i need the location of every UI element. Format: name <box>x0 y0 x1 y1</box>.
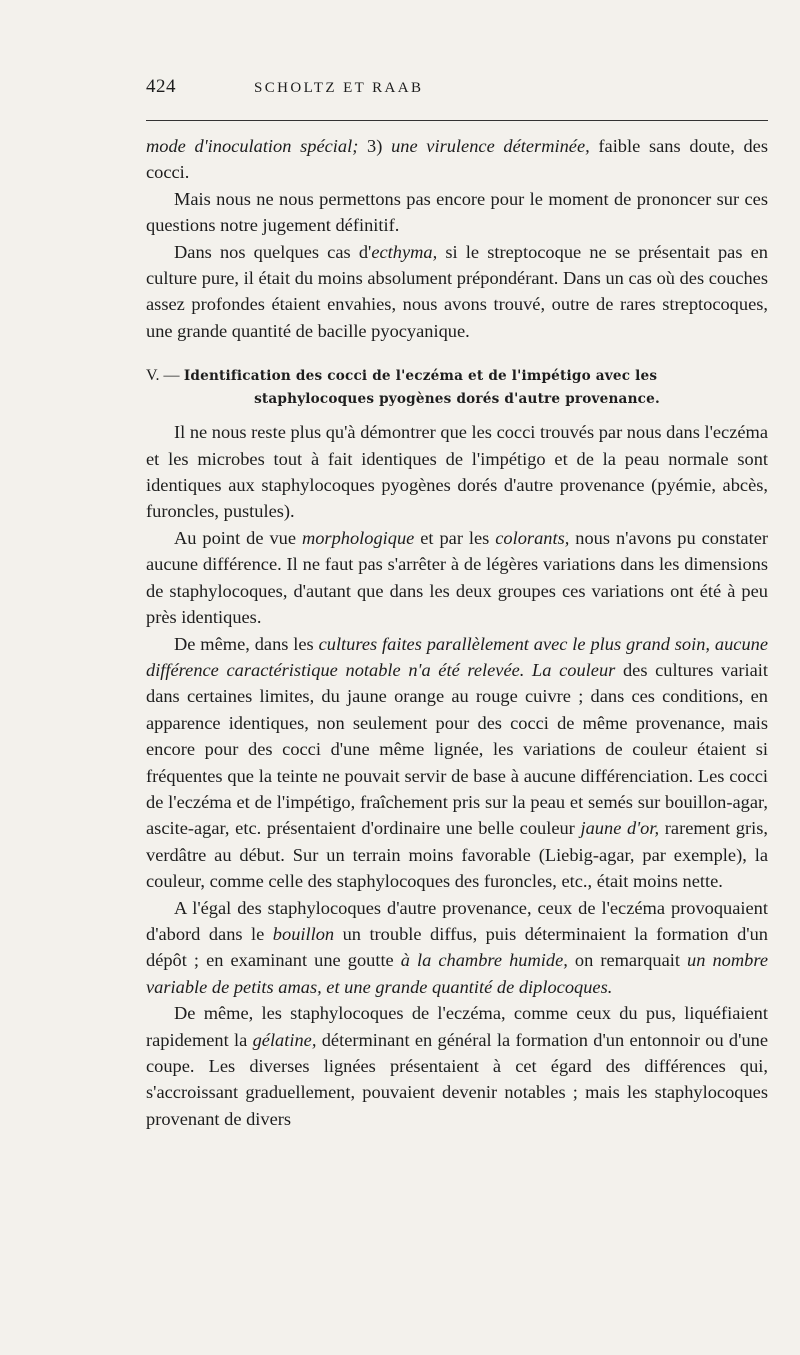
paragraph-7: A l'égal des staphylocoques d'autre provenance, ceux de l'eczéma provoquaient d'abord dans le bouillon un trouble diffus, puis déterminaient la formation d'un dépôt ; en examinant une goutte à la chambre humide, on remarquait un nombre variable de petits amas, et une grande quantité de diplocoques. <box>146 897 768 997</box>
section-number: V. — <box>146 367 180 385</box>
paragraph-1: mode d'inoculation spécial; 3) une virulence déterminée, faible sans doute, des cocci. <box>146 136 768 183</box>
section-title-line-2: staphylocoques pyogènes dorés d'autre provenance. <box>254 391 660 408</box>
paragraph-5: Au point de vue morphologique et par les colorants, nous n'avons pu constater aucune différence. Il ne faut pas s'arrêter à de légères variations dans les dimensions de staphylocoques, d'autant que dans les deux groupes ces variations ont été à peu près identiques. <box>146 527 768 628</box>
paragraph-3: Dans nos quelques cas d'ecthyma, si le streptocoque ne se présentait pas en culture pure, il était du moins absolument prépondérant. Dans un cas où des couches assez profondes étaient envahies, nous avons trouvé, outre de rares streptocoques, une grande quantité de bacille pyocyanique. <box>146 241 768 341</box>
body-text <box>146 133 768 1132</box>
paragraph-8: De même, les staphylocoques de l'eczéma, comme ceux du pus, liquéfiaient rapidement la gélatine, déterminant en général la formation d'un entonnoir ou d'une coupe. Les diverses lignées présentaient à cet égard des différences qui, s'accroissant graduellement, pouvaient devenir notables ; mais les staphylocoques provenant de divers <box>146 1003 768 1129</box>
section-title-line-1: Identification des cocci de l'eczéma et de l'impétigo avec les <box>183 368 658 385</box>
page-header <box>146 76 768 106</box>
paragraph-4: Il ne nous reste plus qu'à démontrer que les cocci trouvés par nous dans l'eczéma et les microbes tout à fait identiques de l'impétigo et de la peau normale sont identiques aux staphylocoques pyogènes dorés d'autre provenance (pyémie, abcès, furoncles, pustules). <box>146 422 768 522</box>
book-page <box>146 76 768 1132</box>
page-number: 424 <box>146 76 176 97</box>
running-title: SCHOLTZ ET RAAB <box>254 80 424 96</box>
paragraph-2: Mais nous ne nous permettons pas encore pour le moment de prononcer sur ces questions notre jugement définitif. <box>146 188 768 236</box>
paragraph-6: De même, dans les cultures faites parallèlement avec le plus grand soin, aucune différence caractéristique notable n'a été relevée. La couleur des cultures variait dans certaines limites, du jaune orange au rouge cuivre ; dans ces conditions, en apparence identiques, non seulement pour des cocci de même provenance, mais encore pour des cocci d'une même lignée, les variations de couleur étaient si fréquentes que la teinte ne pouvait servir de base à aucune différenciation. Les cocci de l'eczéma et de l'impétigo, fraîchement pris sur la peau et semés sur bouillon-agar, ascite-agar, etc. présentaient d'ordinaire une belle couleur jaune d'or, rarement gris, verdâtre au début. Sur un terrain moins favorable (Liebig-agar, par exemple), la couleur, comme celle des staphylocoques des furoncles, etc., était moins nette. <box>146 633 768 892</box>
header-rule <box>146 120 768 121</box>
section-heading <box>146 364 768 411</box>
